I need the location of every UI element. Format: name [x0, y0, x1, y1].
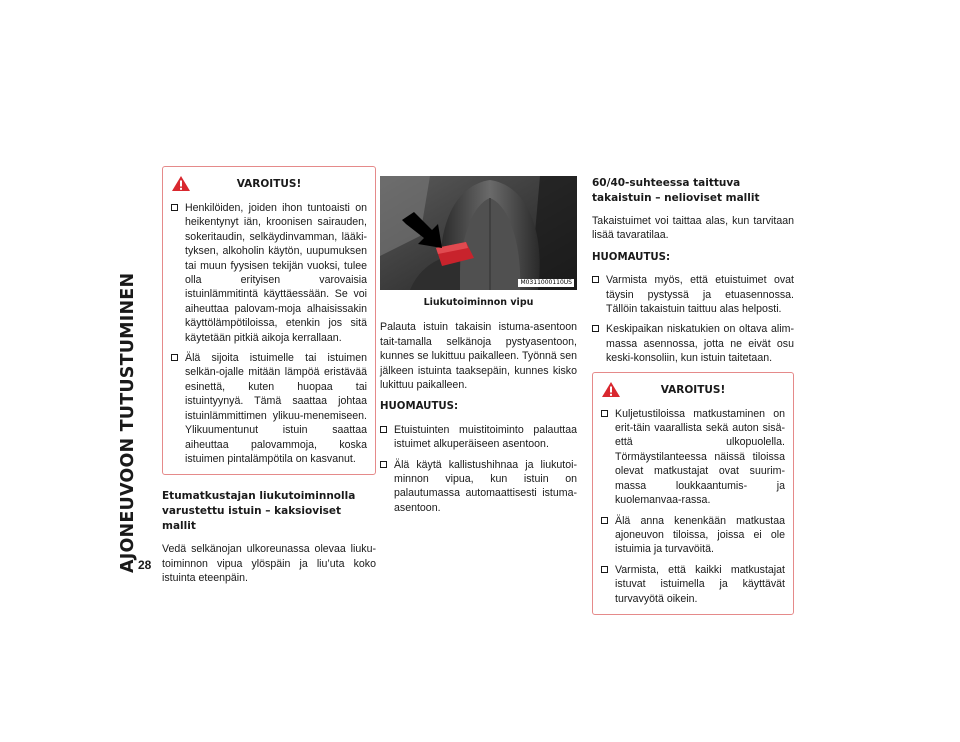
note-item-text: Varmista myös, että etuistuimet ovat täysin pystyssä ja etuasennossa. Tällöin takaistuin taittuu alas helposti. — [606, 274, 794, 316]
warning-box — [592, 372, 794, 615]
list-item — [380, 458, 577, 516]
body-paragraph: Vedä selkänojan ulkoreunassa olevaa liuku-toiminnon vipua ylöspäin ja liu’uta koko istuinta eteenpäin. — [162, 543, 376, 585]
body-paragraph: Takaistuimet voi taittaa alas, kun tarvitaan lisää tavaratilaa. — [592, 215, 794, 242]
chapter-side-title — [112, 175, 152, 575]
list-item — [592, 273, 794, 316]
bullet-square-icon — [592, 325, 599, 332]
section-title: 60/40-suhteessa taittuva takaistuin – nelioviset mallit — [592, 177, 760, 204]
note-item-text: Etuistuinten muistitoiminto palauttaa istuimet alkuperäiseen asentoon. — [394, 423, 577, 451]
warning-title: VAROITUS! — [660, 383, 726, 396]
column-3 — [592, 176, 794, 615]
list-item — [592, 322, 794, 365]
note-label: HUOMAUTUS: — [380, 401, 459, 413]
list-item — [601, 563, 785, 606]
warning-item-text: Älä anna kenenkään matkustaa ajoneuvon tiloissa, joissa ei ole istuimia ja turvavöitä. — [615, 514, 785, 556]
list-item — [380, 423, 577, 452]
note-list — [592, 273, 794, 365]
warning-list — [171, 201, 367, 466]
column-2 — [380, 176, 577, 521]
warning-triangle-icon — [601, 381, 621, 398]
warning-item-text: Henkilöiden, joiden ihon tuntoaisti on heikentynyt iän, kroonisen sairauden, sokeritaudin, selkäydinvamman, lääki-tyksen, alkoholin käytön, uupumuksen tai muun fyysisen tekijän vuoksi, tulee olla erityisen varovaisia istuinlämmitintä käyttäessään. Se voi aiheuttaa palovam-moja alhaisissakin käyttölämpötiloissa, etenkin jos sitä käytetään pitkiä aikoja kerrallaan. — [185, 202, 367, 344]
seat-illustration — [380, 176, 577, 290]
page-number: 28 — [138, 558, 152, 572]
bullet-square-icon — [171, 204, 178, 211]
bullet-square-icon — [592, 276, 599, 283]
bullet-square-icon — [380, 426, 387, 433]
note-item-text: Älä käytä kallistushihnaa ja liukutoi-minnon vipua, kun istuin on palautumassa automaattisesti istuma-asentoon. — [394, 458, 577, 514]
column-1 — [162, 166, 376, 594]
bullet-square-icon — [601, 410, 608, 417]
list-item — [171, 351, 367, 466]
list-item — [171, 201, 367, 345]
image-caption: Liukutoiminnon vipu — [423, 297, 534, 308]
list-item — [601, 514, 785, 557]
bullet-square-icon — [601, 517, 608, 524]
warning-triangle-icon — [171, 175, 191, 192]
bullet-square-icon — [601, 566, 608, 573]
warning-title: VAROITUS! — [236, 178, 302, 190]
chapter-title-text: AJONEUVOON TUTUSTUMINEN — [118, 272, 138, 573]
note-label: HUOMAUTUS: — [592, 251, 671, 263]
list-item — [601, 407, 785, 508]
bullet-square-icon — [171, 354, 178, 361]
body-paragraph: Palauta istuin takaisin istuma-asentoon tait-tamalla selkänoja pystyasentoon, kunnes se lukittuu paikalleen. Työnnä sen jälkeen istuinta taaksepäin, kunnes kisko lukittuu paikalleen. — [380, 321, 577, 392]
warning-item-text: Kuljetustiloissa matkustaminen on erit-täin vaarallista sekä auton sisä- että ulkopuolella. Törmäystilanteessa näissä tiloissa olevat matkustajat ovat suurim-massa loukkaantumis- ja kuolemanvaa-rassa. — [615, 407, 785, 507]
image-code: M0311000110US — [520, 279, 572, 286]
note-list — [380, 423, 577, 515]
warning-box — [162, 166, 376, 475]
section-title: Etumatkustajan liukutoiminnolla varustettu istuin – kaksioviset mallit — [162, 490, 356, 533]
note-item-text: Keskipaikan niskatukien on oltava alim-massa asennossa, jotta ne eivät osu keski-konsoliin, kun istuin taitetaan. — [606, 323, 794, 365]
warning-header — [601, 379, 785, 401]
bullet-square-icon — [380, 461, 387, 468]
warning-header — [171, 173, 367, 195]
warning-list — [601, 407, 785, 606]
warning-item-text: Varmista, että kaikki matkustajat istuvat istuimella ja käyttävät turvavyötä oikein. — [615, 563, 785, 605]
warning-item-text: Älä sijoita istuimelle tai istuimen selkän-ojalle mitään lämpöä eristävää esinettä, kuten huopaa tai istuintyynyä. Tämä saattaa johtaa istuinlämmittimen ylikuu-menemiseen. Ylikuumentunut istuin saattaa aiheuttaa palovammoja, koska istuimen pintalämpötila on kasvanut. — [185, 352, 367, 465]
seat-lever-photo — [380, 176, 577, 290]
